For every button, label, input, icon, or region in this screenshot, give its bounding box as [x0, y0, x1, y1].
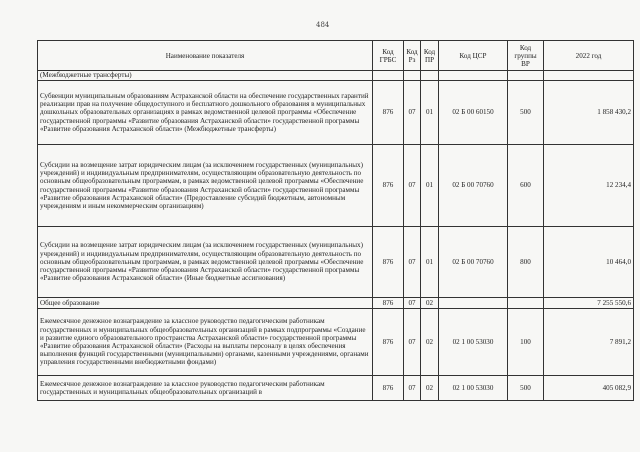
row-amount: 12 234,4	[544, 145, 634, 227]
row-grbs: 876	[373, 145, 404, 227]
table-header-row	[38, 41, 634, 71]
row-name: Субвенции муниципальным образованиям Астраханской области на обеспечение государственных гарантий реализации прав на получение общедоступного и бесплатного дошкольного образования в муниципальных дошкольных образовательных организациях в рамках ведомственной целевой программы «Обеспечение государственной программы «Развитие образования Астраханской области» государственной программы «Развитие образования Астраханской области» (Межбюджетные трансферты)	[38, 81, 373, 145]
row-grbs: 876	[373, 227, 404, 298]
row-name: Общее образование	[38, 298, 373, 309]
row-csr: 02 1 00 53030	[439, 376, 508, 401]
row-name: (Межбюджетные трансферты)	[38, 71, 373, 81]
row-csr	[439, 71, 508, 81]
row-amount: 10 464,0	[544, 227, 634, 298]
table-row	[38, 298, 634, 309]
table-row	[38, 227, 634, 298]
table-row	[38, 71, 634, 81]
header-year: 2022 год	[544, 41, 634, 71]
table-row	[38, 376, 634, 401]
row-csr: 02 Б 00 70760	[439, 227, 508, 298]
header-pr: Код ПР	[421, 41, 439, 71]
header-grbs: Код ГРБС	[373, 41, 404, 71]
row-grbs: 876	[373, 81, 404, 145]
row-csr: 02 1 00 53030	[439, 309, 508, 376]
header-csr: Код ЦСР	[439, 41, 508, 71]
row-csr	[439, 298, 508, 309]
table-row	[38, 145, 634, 227]
budget-table	[37, 40, 634, 401]
row-pr: 02	[421, 376, 439, 401]
row-csr: 02 Б 00 60150	[439, 81, 508, 145]
row-pr: 01	[421, 81, 439, 145]
row-pr: 01	[421, 145, 439, 227]
row-pr	[421, 71, 439, 81]
row-pr: 02	[421, 309, 439, 376]
row-rz: 07	[404, 298, 421, 309]
row-grbs: 876	[373, 309, 404, 376]
row-pr: 01	[421, 227, 439, 298]
row-grbs: 876	[373, 298, 404, 309]
row-amount: 1 858 430,2	[544, 81, 634, 145]
row-rz: 07	[404, 145, 421, 227]
row-name: Ежемесячное денежное вознаграждение за классное руководство педагогическим работникам государственных и муниципальных общеобразовательных организаций в рамках подпрограммы «Создание и развитие единого образовательного пространства Астраханской области» государственной программы «Развитие образования Астраханской области» (Расходы на выплаты персоналу в целях обеспечения выполнения функций государственными (муниципальными) органами, казенными учреждениями, органами управления государственными внебюджетными фондами)	[38, 309, 373, 376]
row-vr: 500	[508, 376, 544, 401]
row-rz: 07	[404, 81, 421, 145]
row-amount: 405 082,9	[544, 376, 634, 401]
page-number: 484	[316, 21, 330, 29]
row-rz: 07	[404, 309, 421, 376]
header-vr: Код группы ВР	[508, 41, 544, 71]
header-name: Наименование показателя	[38, 41, 373, 71]
row-rz: 07	[404, 376, 421, 401]
row-amount: 7 891,2	[544, 309, 634, 376]
row-grbs	[373, 71, 404, 81]
row-pr: 02	[421, 298, 439, 309]
row-rz: 07	[404, 227, 421, 298]
row-vr	[508, 71, 544, 81]
row-vr	[508, 298, 544, 309]
table-row	[38, 81, 634, 145]
row-vr: 500	[508, 81, 544, 145]
row-csr: 02 Б 00 70760	[439, 145, 508, 227]
row-vr: 800	[508, 227, 544, 298]
table-row	[38, 309, 634, 376]
row-grbs: 876	[373, 376, 404, 401]
row-vr: 600	[508, 145, 544, 227]
row-amount	[544, 71, 634, 81]
row-name: Субсидии на возмещение затрат юридическим лицам (за исключением государственных (муниципальных) учреждений) и индивидуальным предпринимателям, осуществляющим образовательную деятельность по основным общеобразовательным программам, в рамках ведомственной целевой программы «Обеспечение государственной программы «Развитие образования Астраханской области» государственной программы «Развитие образования Астраханской области» (Предоставление субсидий бюджетным, автономным учреждениям и иным некоммерческим организациям)	[38, 145, 373, 227]
row-amount: 7 255 550,6	[544, 298, 634, 309]
row-name: Ежемесячное денежное вознаграждение за классное руководство педагогическим работникам государственных и муниципальных общеобразовательных организаций в	[38, 376, 373, 401]
row-name: Субсидии на возмещение затрат юридическим лицам (за исключением государственных (муниципальных) учреждений) и индивидуальным предпринимателям, осуществляющим образовательную деятельность по основным общеобразовательным программам, в рамках ведомственной целевой программы «Обеспечение государственной программы «Развитие образования Астраханской области» государственной программы «Развитие образования Астраханской области» (Иные бюджетные ассигнования)	[38, 227, 373, 298]
row-vr: 100	[508, 309, 544, 376]
row-rz	[404, 71, 421, 81]
header-rz: Код Рз	[404, 41, 421, 71]
